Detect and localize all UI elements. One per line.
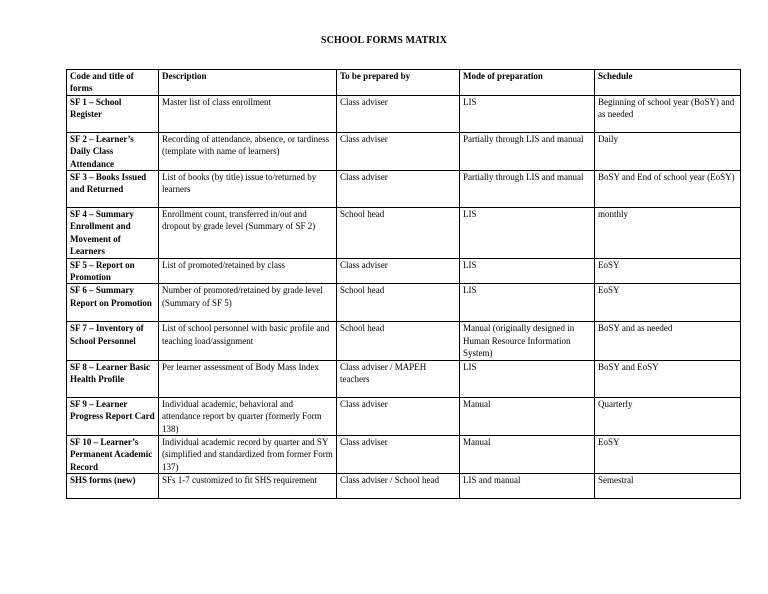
school-forms-table bbox=[66, 69, 741, 499]
header-schedule: Schedule bbox=[595, 70, 741, 96]
mode-cell: LIS and manual bbox=[460, 474, 595, 499]
description-cell: List of books (by title) issue to/returned by learners bbox=[159, 171, 337, 208]
prepared-by-cell: Class adviser bbox=[337, 95, 460, 132]
page-title: SCHOOL FORMS MATRIX bbox=[320, 35, 448, 46]
header-description: Description bbox=[159, 70, 337, 96]
header-code: Code and title of forms bbox=[67, 70, 159, 96]
table-row bbox=[67, 322, 741, 360]
header-prepared-by: To be prepared by bbox=[337, 70, 460, 96]
table-header-row bbox=[67, 70, 741, 96]
description-cell: SFs 1-7 customized to fit SHS requirement bbox=[159, 474, 337, 499]
mode-cell: LIS bbox=[460, 284, 595, 322]
prepared-by-cell: Class adviser bbox=[337, 132, 460, 170]
description-cell: Individual academic record by quarter and SY (simplified and standardized from former Form 137) bbox=[159, 435, 337, 473]
description-cell: Master list of class enrollment bbox=[159, 95, 337, 132]
mode-cell: Partially through LIS and manual bbox=[460, 132, 595, 170]
schedule-cell: Quarterly bbox=[595, 397, 741, 435]
table-row bbox=[67, 258, 741, 284]
schedule-cell: EoSY bbox=[595, 258, 741, 284]
prepared-by-cell: Class adviser bbox=[337, 258, 460, 284]
table-row bbox=[67, 435, 741, 473]
description-cell: Enrollment count, transferred in/out and dropout by grade level (Summary of SF 2) bbox=[159, 208, 337, 259]
schedule-cell: BoSY and as needed bbox=[595, 322, 741, 360]
table-row bbox=[67, 95, 741, 132]
schedule-cell: BoSY and End of school year (EoSY) bbox=[595, 171, 741, 208]
mode-cell: LIS bbox=[460, 95, 595, 132]
form-code-cell: SF 10 – Learner’s Permanent Academic Record bbox=[67, 435, 159, 473]
form-code-cell: SF 1 – School Register bbox=[67, 95, 159, 132]
header-mode: Mode of preparation bbox=[460, 70, 595, 96]
schedule-cell: Semestral bbox=[595, 474, 741, 499]
form-code-cell: SHS forms (new) bbox=[67, 474, 159, 499]
mode-cell: Partially through LIS and manual bbox=[460, 171, 595, 208]
schedule-cell: Beginning of school year (BoSY) and as needed bbox=[595, 95, 741, 132]
table-row bbox=[67, 171, 741, 208]
description-cell: Number of promoted/retained by grade level (Summary of SF 5) bbox=[159, 284, 337, 322]
prepared-by-cell: Class adviser bbox=[337, 435, 460, 473]
description-cell: List of school personnel with basic profile and teaching load/assignment bbox=[159, 322, 337, 360]
prepared-by-cell: Class adviser bbox=[337, 171, 460, 208]
mode-cell: LIS bbox=[460, 258, 595, 284]
description-cell: Individual academic, behavioral and attendance report by quarter (formerly Form 138) bbox=[159, 397, 337, 435]
prepared-by-cell: Class adviser / MAPEH teachers bbox=[337, 360, 460, 397]
mode-cell: LIS bbox=[460, 208, 595, 259]
description-cell: Recording of attendance, absence, or tardiness (template with name of learners) bbox=[159, 132, 337, 170]
schedule-cell: EoSY bbox=[595, 435, 741, 473]
prepared-by-cell: School head bbox=[337, 208, 460, 259]
schedule-cell: Daily bbox=[595, 132, 741, 170]
table-row bbox=[67, 397, 741, 435]
prepared-by-cell: Class adviser / School head bbox=[337, 474, 460, 499]
mode-cell: Manual bbox=[460, 397, 595, 435]
schedule-cell: EoSY bbox=[595, 284, 741, 322]
table-row bbox=[67, 132, 741, 170]
mode-cell: Manual (originally designed in Human Resource Information System) bbox=[460, 322, 595, 360]
table-row bbox=[67, 284, 741, 322]
form-code-cell: SF 7 – Inventory of School Personnel bbox=[67, 322, 159, 360]
form-code-cell: SF 5 – Report on Promotion bbox=[67, 258, 159, 284]
form-code-cell: SF 3 – Books Issued and Returned bbox=[67, 171, 159, 208]
form-code-cell: SF 6 – Summary Report on Promotion bbox=[67, 284, 159, 322]
mode-cell: Manual bbox=[460, 435, 595, 473]
description-cell: List of promoted/retained by class bbox=[159, 258, 337, 284]
mode-cell: LIS bbox=[460, 360, 595, 397]
prepared-by-cell: School head bbox=[337, 284, 460, 322]
form-code-cell: SF 2 – Learner’s Daily Class Attendance bbox=[67, 132, 159, 170]
prepared-by-cell: School head bbox=[337, 322, 460, 360]
form-code-cell: SF 8 – Learner Basic Health Profile bbox=[67, 360, 159, 397]
form-code-cell: SF 9 – Learner Progress Report Card bbox=[67, 397, 159, 435]
form-code-cell: SF 4 – Summary Enrollment and Movement of Learners bbox=[67, 208, 159, 259]
table-row bbox=[67, 208, 741, 259]
table-row bbox=[67, 360, 741, 397]
prepared-by-cell: Class adviser bbox=[337, 397, 460, 435]
schedule-cell: monthly bbox=[595, 208, 741, 259]
schedule-cell: BoSY and EoSY bbox=[595, 360, 741, 397]
table-row bbox=[67, 474, 741, 499]
description-cell: Per learner assessment of Body Mass Index bbox=[159, 360, 337, 397]
